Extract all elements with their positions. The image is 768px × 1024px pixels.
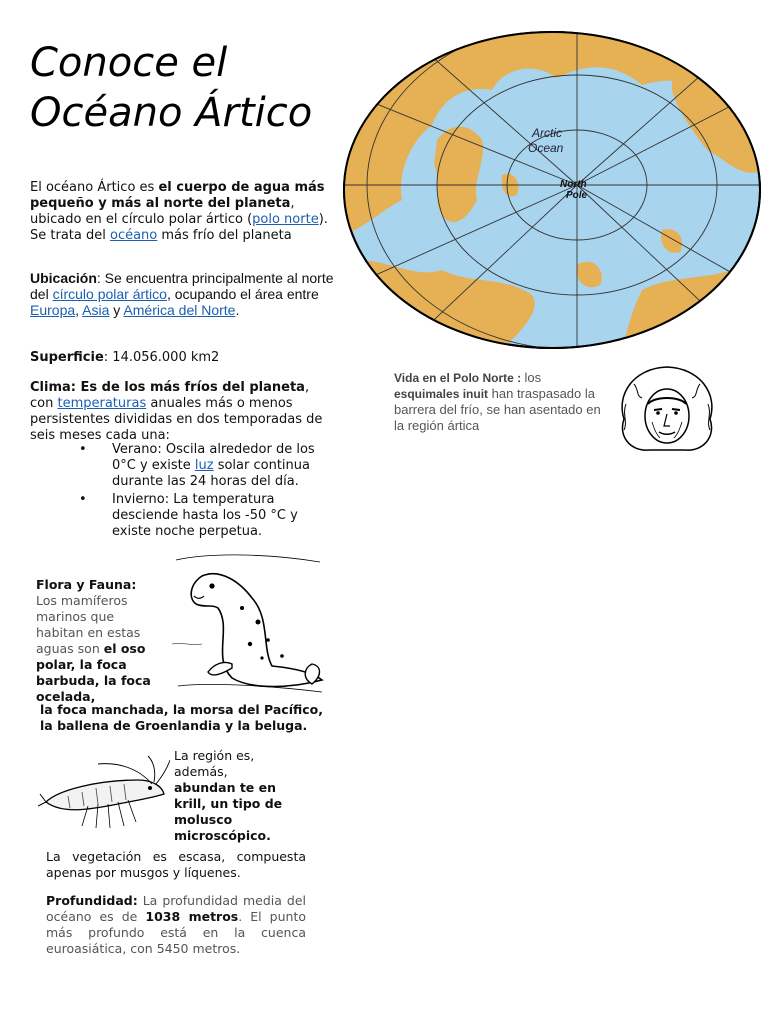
page-title xyxy=(30,38,312,138)
clima-paragraph xyxy=(30,380,330,444)
vida-bold: esquimales inuit xyxy=(394,387,489,401)
profundidad-text: La profundidad media del océano es de xyxy=(46,893,306,924)
krill-icon xyxy=(38,754,170,832)
verano-text: : Oscila alrededor de los 0°C y existe xyxy=(112,442,315,473)
clima-text: , con xyxy=(30,380,310,411)
intro-text-2: , ubicado en el círculo polar ártico ( xyxy=(30,196,295,227)
link-europa[interactable]: Europa xyxy=(30,302,76,318)
intro-paragraph xyxy=(30,180,335,244)
intro-text-3: ). Se trata del xyxy=(30,212,328,243)
ubicacion-paragraph xyxy=(30,270,335,318)
flora-bold-2: la foca manchada, la morsa del Pacífico, la ballena de Groenlandia y la beluga. xyxy=(40,702,323,733)
flora-paragraph-2 xyxy=(40,702,325,734)
intro-text-4: más frío del planeta xyxy=(157,228,292,243)
list-item-invierno xyxy=(112,492,332,540)
map-label-pole-2: Pole xyxy=(566,190,588,201)
ubicacion-sep-2: y xyxy=(109,302,124,318)
verano-label: Verano xyxy=(112,442,158,457)
profundidad-label: Profundidad: xyxy=(46,893,138,908)
clima-list xyxy=(112,442,332,542)
flora-text: Los mamíferos marinos que habitan en estas aguas son xyxy=(36,593,141,656)
seal-icon xyxy=(172,548,324,696)
vida-text: los xyxy=(524,370,542,385)
krill-bold: abundan te en krill, un tipo de molusco microscópico. xyxy=(174,780,283,843)
flora-bold: el oso polar, la foca barbuda, la foca ocelada, xyxy=(36,641,151,704)
link-temperaturas[interactable]: temperaturas xyxy=(57,396,147,411)
verano-text-2: solar continua durante las 24 horas del día. xyxy=(112,458,310,489)
list-item-verano xyxy=(112,442,332,490)
invierno-text: : La temperatura desciende hasta los -50 °C y existe noche perpetua. xyxy=(112,492,298,539)
superficie-value: : 14.056.000 km2 xyxy=(103,350,220,365)
link-luz[interactable]: luz xyxy=(194,458,214,473)
ubicacion-label: Ubicación xyxy=(30,270,97,286)
profundidad-bold: 1038 metros xyxy=(145,909,239,924)
ubicacion-sep-1: , xyxy=(75,302,83,318)
link-oceano[interactable]: océano xyxy=(109,228,158,243)
vida-paragraph xyxy=(394,370,604,434)
title-line-2: Océano Ártico xyxy=(30,90,313,136)
superficie-line xyxy=(30,350,219,366)
superficie-label: Superficie xyxy=(30,350,104,365)
map-label-ocean-2: Ocean xyxy=(528,141,564,155)
intro-bold: el cuerpo de agua más pequeño y más al norte del planeta xyxy=(30,180,325,211)
map-label-ocean-1: Arctic xyxy=(532,126,562,140)
map-label-pole-1: North xyxy=(560,179,587,190)
vegetacion-paragraph: La vegetación es escasa, compuesta apenas por musgos y líquenes. xyxy=(46,849,306,880)
ubicacion-text: : Se encuentra principalmente al norte del xyxy=(30,270,334,302)
vida-label: Vida en el Polo Norte : xyxy=(394,371,525,385)
title-line-1: Conoce el xyxy=(30,40,228,86)
intro-text: El océano Ártico es xyxy=(30,180,159,195)
link-polo-norte[interactable]: polo norte xyxy=(252,212,319,227)
invierno-label: Invierno xyxy=(112,492,165,507)
arctic-map xyxy=(342,30,762,350)
inuit-icon xyxy=(614,364,720,456)
krill-text: La región es, además, xyxy=(174,748,255,779)
flora-paragraph xyxy=(36,577,161,705)
profundidad-text-2: . El punto más profundo está en la cuenca euroasiática, con 5450 metros. xyxy=(46,909,306,956)
link-asia[interactable]: Asia xyxy=(82,302,110,318)
ubicacion-text-2: , ocupando el área entre xyxy=(166,286,319,302)
profundidad-paragraph xyxy=(46,893,306,957)
vida-text-2: han traspasado la barrera del frío, se han asentado en la región ártica xyxy=(394,386,601,433)
clima-label: Clima: Es de los más fríos del planeta xyxy=(30,380,305,395)
krill-paragraph xyxy=(174,748,289,844)
flora-label: Flora y Fauna: xyxy=(36,577,137,592)
link-america-norte[interactable]: América del Norte xyxy=(123,302,236,318)
link-circulo-polar[interactable]: círculo polar ártico xyxy=(52,286,167,302)
ubicacion-end: . xyxy=(235,302,240,318)
clima-text-2: anuales más o menos persistentes divididas en dos temporadas de seis meses cada una: xyxy=(30,396,323,443)
